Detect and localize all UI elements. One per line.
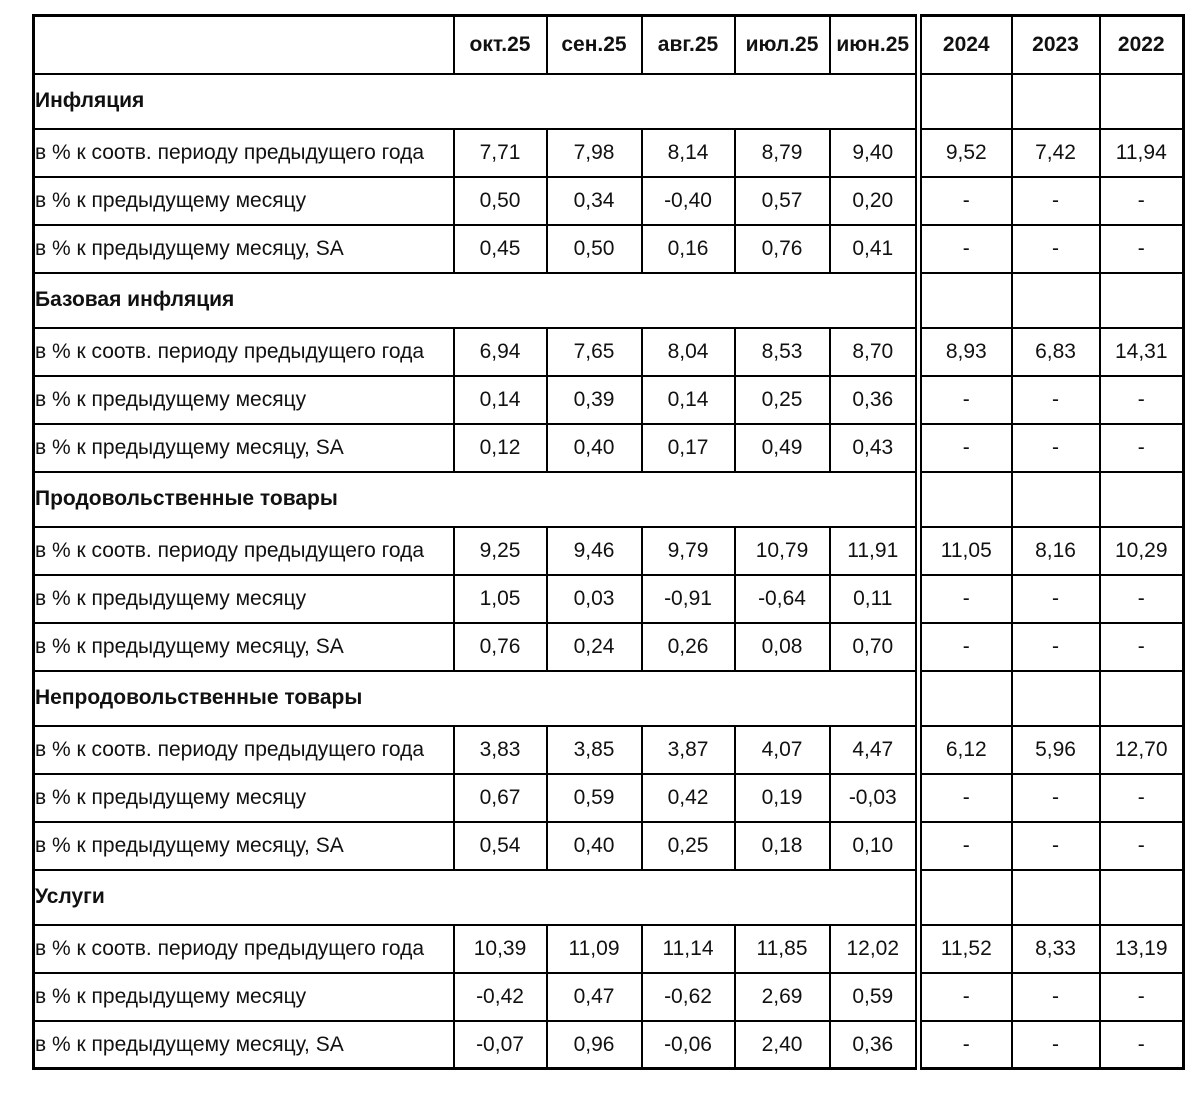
document-page (32, 14, 1185, 1070)
table-row (34, 726, 1184, 774)
value-cell: 6,94 (454, 328, 547, 376)
value-cell: 0,20 (830, 177, 919, 225)
value-cell: 0,40 (547, 822, 642, 870)
table-row (34, 328, 1184, 376)
table-row (34, 424, 1184, 472)
section-year-empty-cell (919, 273, 1012, 328)
value-cell: 0,50 (547, 225, 642, 273)
value-cell: - (1100, 575, 1184, 623)
table-row (34, 623, 1184, 671)
value-cell: 0,24 (547, 623, 642, 671)
value-cell: 0,47 (547, 973, 642, 1021)
section-year-empty-cell (1012, 472, 1100, 527)
value-cell: - (1100, 623, 1184, 671)
row-label: в % к предыдущему месяцу, SA (34, 1021, 454, 1069)
table-header (34, 16, 1184, 74)
section-row (34, 472, 1184, 527)
value-cell: 0,42 (642, 774, 735, 822)
value-cell: -0,40 (642, 177, 735, 225)
section-title: Инфляция (34, 74, 919, 129)
column-header-5: 2024 (919, 16, 1012, 74)
value-cell: 11,52 (919, 925, 1012, 973)
section-year-empty-cell (1012, 671, 1100, 726)
value-cell: - (1012, 774, 1100, 822)
value-cell: -0,03 (830, 774, 919, 822)
section-row (34, 74, 1184, 129)
value-cell: - (919, 376, 1012, 424)
value-cell: 3,85 (547, 726, 642, 774)
row-label: в % к предыдущему месяцу, SA (34, 424, 454, 472)
value-cell: -0,62 (642, 973, 735, 1021)
value-cell: - (1100, 973, 1184, 1021)
row-label: в % к соотв. периоду предыдущего года (34, 527, 454, 575)
value-cell: 5,96 (1012, 726, 1100, 774)
value-cell: 3,83 (454, 726, 547, 774)
value-cell: 0,76 (735, 225, 830, 273)
value-cell: -0,91 (642, 575, 735, 623)
value-cell: 0,08 (735, 623, 830, 671)
value-cell: 0,43 (830, 424, 919, 472)
value-cell: - (1012, 623, 1100, 671)
value-cell: 3,87 (642, 726, 735, 774)
value-cell: 9,40 (830, 129, 919, 177)
header-row (34, 16, 1184, 74)
column-header-2: авг.25 (642, 16, 735, 74)
column-header-6: 2023 (1012, 16, 1100, 74)
value-cell: 0,96 (547, 1021, 642, 1069)
row-label: в % к предыдущему месяцу, SA (34, 225, 454, 273)
value-cell: 8,79 (735, 129, 830, 177)
value-cell: 7,42 (1012, 129, 1100, 177)
section-year-empty-cell (919, 472, 1012, 527)
section-year-empty-cell (1012, 74, 1100, 129)
table-body (34, 74, 1184, 1069)
value-cell: - (919, 623, 1012, 671)
value-cell: - (919, 1021, 1012, 1069)
value-cell: 8,93 (919, 328, 1012, 376)
value-cell: - (1012, 177, 1100, 225)
section-title: Базовая инфляция (34, 273, 919, 328)
value-cell: 6,12 (919, 726, 1012, 774)
value-cell: - (1012, 424, 1100, 472)
value-cell: 0,40 (547, 424, 642, 472)
value-cell: 0,54 (454, 822, 547, 870)
table-row (34, 822, 1184, 870)
value-cell: 9,46 (547, 527, 642, 575)
corner-cell (34, 16, 454, 74)
value-cell: 4,47 (830, 726, 919, 774)
value-cell: 8,16 (1012, 527, 1100, 575)
section-year-empty-cell (1012, 273, 1100, 328)
value-cell: 0,12 (454, 424, 547, 472)
value-cell: 9,79 (642, 527, 735, 575)
value-cell: 8,70 (830, 328, 919, 376)
table-row (34, 973, 1184, 1021)
value-cell: 0,76 (454, 623, 547, 671)
value-cell: - (1012, 822, 1100, 870)
value-cell: - (1100, 774, 1184, 822)
value-cell: - (1012, 376, 1100, 424)
section-year-empty-cell (919, 671, 1012, 726)
section-year-empty-cell (1100, 74, 1184, 129)
value-cell: 14,31 (1100, 328, 1184, 376)
section-year-empty-cell (1012, 870, 1100, 925)
section-year-empty-cell (919, 74, 1012, 129)
value-cell: -0,42 (454, 973, 547, 1021)
section-row (34, 671, 1184, 726)
value-cell: - (1100, 225, 1184, 273)
section-row (34, 870, 1184, 925)
value-cell: 0,14 (454, 376, 547, 424)
value-cell: 0,70 (830, 623, 919, 671)
value-cell: 2,69 (735, 973, 830, 1021)
column-header-4: июн.25 (830, 16, 919, 74)
row-label: в % к соотв. периоду предыдущего года (34, 129, 454, 177)
value-cell: 0,25 (642, 822, 735, 870)
value-cell: - (919, 177, 1012, 225)
value-cell: 0,67 (454, 774, 547, 822)
value-cell: 0,34 (547, 177, 642, 225)
value-cell: 11,94 (1100, 129, 1184, 177)
row-label: в % к предыдущему месяцу (34, 177, 454, 225)
value-cell: 0,16 (642, 225, 735, 273)
section-year-empty-cell (1100, 870, 1184, 925)
section-year-empty-cell (1100, 671, 1184, 726)
value-cell: 8,33 (1012, 925, 1100, 973)
value-cell: 10,29 (1100, 527, 1184, 575)
value-cell: - (919, 973, 1012, 1021)
row-label: в % к предыдущему месяцу (34, 774, 454, 822)
value-cell: - (919, 424, 1012, 472)
row-label: в % к предыдущему месяцу (34, 376, 454, 424)
value-cell: 0,57 (735, 177, 830, 225)
section-row (34, 273, 1184, 328)
value-cell: 11,85 (735, 925, 830, 973)
value-cell: - (919, 575, 1012, 623)
value-cell: 0,50 (454, 177, 547, 225)
value-cell: -0,06 (642, 1021, 735, 1069)
section-year-empty-cell (1100, 273, 1184, 328)
value-cell: - (1012, 1021, 1100, 1069)
column-header-7: 2022 (1100, 16, 1184, 74)
value-cell: 0,39 (547, 376, 642, 424)
value-cell: 0,59 (830, 973, 919, 1021)
column-header-3: июл.25 (735, 16, 830, 74)
value-cell: 0,25 (735, 376, 830, 424)
section-title: Услуги (34, 870, 919, 925)
section-year-empty-cell (919, 870, 1012, 925)
value-cell: 0,10 (830, 822, 919, 870)
table-row (34, 376, 1184, 424)
value-cell: - (919, 225, 1012, 273)
value-cell: 0,14 (642, 376, 735, 424)
value-cell: 7,65 (547, 328, 642, 376)
table-row (34, 527, 1184, 575)
value-cell: 0,11 (830, 575, 919, 623)
value-cell: - (1100, 1021, 1184, 1069)
value-cell: 2,40 (735, 1021, 830, 1069)
value-cell: 13,19 (1100, 925, 1184, 973)
value-cell: 9,25 (454, 527, 547, 575)
table-row (34, 225, 1184, 273)
table-row (34, 575, 1184, 623)
column-header-0: окт.25 (454, 16, 547, 74)
row-label: в % к соотв. периоду предыдущего года (34, 726, 454, 774)
value-cell: 0,26 (642, 623, 735, 671)
value-cell: - (919, 774, 1012, 822)
section-year-empty-cell (1100, 472, 1184, 527)
row-label: в % к соотв. периоду предыдущего года (34, 328, 454, 376)
value-cell: 0,49 (735, 424, 830, 472)
value-cell: 0,36 (830, 1021, 919, 1069)
value-cell: 11,91 (830, 527, 919, 575)
value-cell: 12,02 (830, 925, 919, 973)
value-cell: 11,14 (642, 925, 735, 973)
value-cell: 11,05 (919, 527, 1012, 575)
value-cell: 0,41 (830, 225, 919, 273)
section-title: Непродовольственные товары (34, 671, 919, 726)
value-cell: - (1012, 225, 1100, 273)
value-cell: 0,17 (642, 424, 735, 472)
value-cell: 12,70 (1100, 726, 1184, 774)
value-cell: 0,18 (735, 822, 830, 870)
value-cell: 0,45 (454, 225, 547, 273)
section-title: Продовольственные товары (34, 472, 919, 527)
value-cell: -0,07 (454, 1021, 547, 1069)
value-cell: 8,53 (735, 328, 830, 376)
value-cell: - (1012, 575, 1100, 623)
value-cell: 4,07 (735, 726, 830, 774)
value-cell: 0,36 (830, 376, 919, 424)
row-label: в % к предыдущему месяцу, SA (34, 623, 454, 671)
table-row (34, 925, 1184, 973)
table-row (34, 1021, 1184, 1069)
value-cell: -0,64 (735, 575, 830, 623)
table-row (34, 774, 1184, 822)
value-cell: 9,52 (919, 129, 1012, 177)
value-cell: - (1100, 424, 1184, 472)
value-cell: 10,79 (735, 527, 830, 575)
value-cell: - (1100, 376, 1184, 424)
value-cell: 0,59 (547, 774, 642, 822)
row-label: в % к предыдущему месяцу (34, 575, 454, 623)
row-label: в % к соотв. периоду предыдущего года (34, 925, 454, 973)
value-cell: - (1012, 973, 1100, 1021)
value-cell: - (1100, 177, 1184, 225)
table-row (34, 177, 1184, 225)
value-cell: 0,03 (547, 575, 642, 623)
value-cell: 6,83 (1012, 328, 1100, 376)
value-cell: 10,39 (454, 925, 547, 973)
value-cell: 7,98 (547, 129, 642, 177)
inflation-stats-table (32, 14, 1185, 1070)
value-cell: - (919, 822, 1012, 870)
value-cell: 7,71 (454, 129, 547, 177)
value-cell: 8,04 (642, 328, 735, 376)
value-cell: 11,09 (547, 925, 642, 973)
value-cell: 0,19 (735, 774, 830, 822)
column-header-1: сен.25 (547, 16, 642, 74)
row-label: в % к предыдущему месяцу (34, 973, 454, 1021)
value-cell: 1,05 (454, 575, 547, 623)
table-row (34, 129, 1184, 177)
value-cell: 8,14 (642, 129, 735, 177)
value-cell: - (1100, 822, 1184, 870)
row-label: в % к предыдущему месяцу, SA (34, 822, 454, 870)
